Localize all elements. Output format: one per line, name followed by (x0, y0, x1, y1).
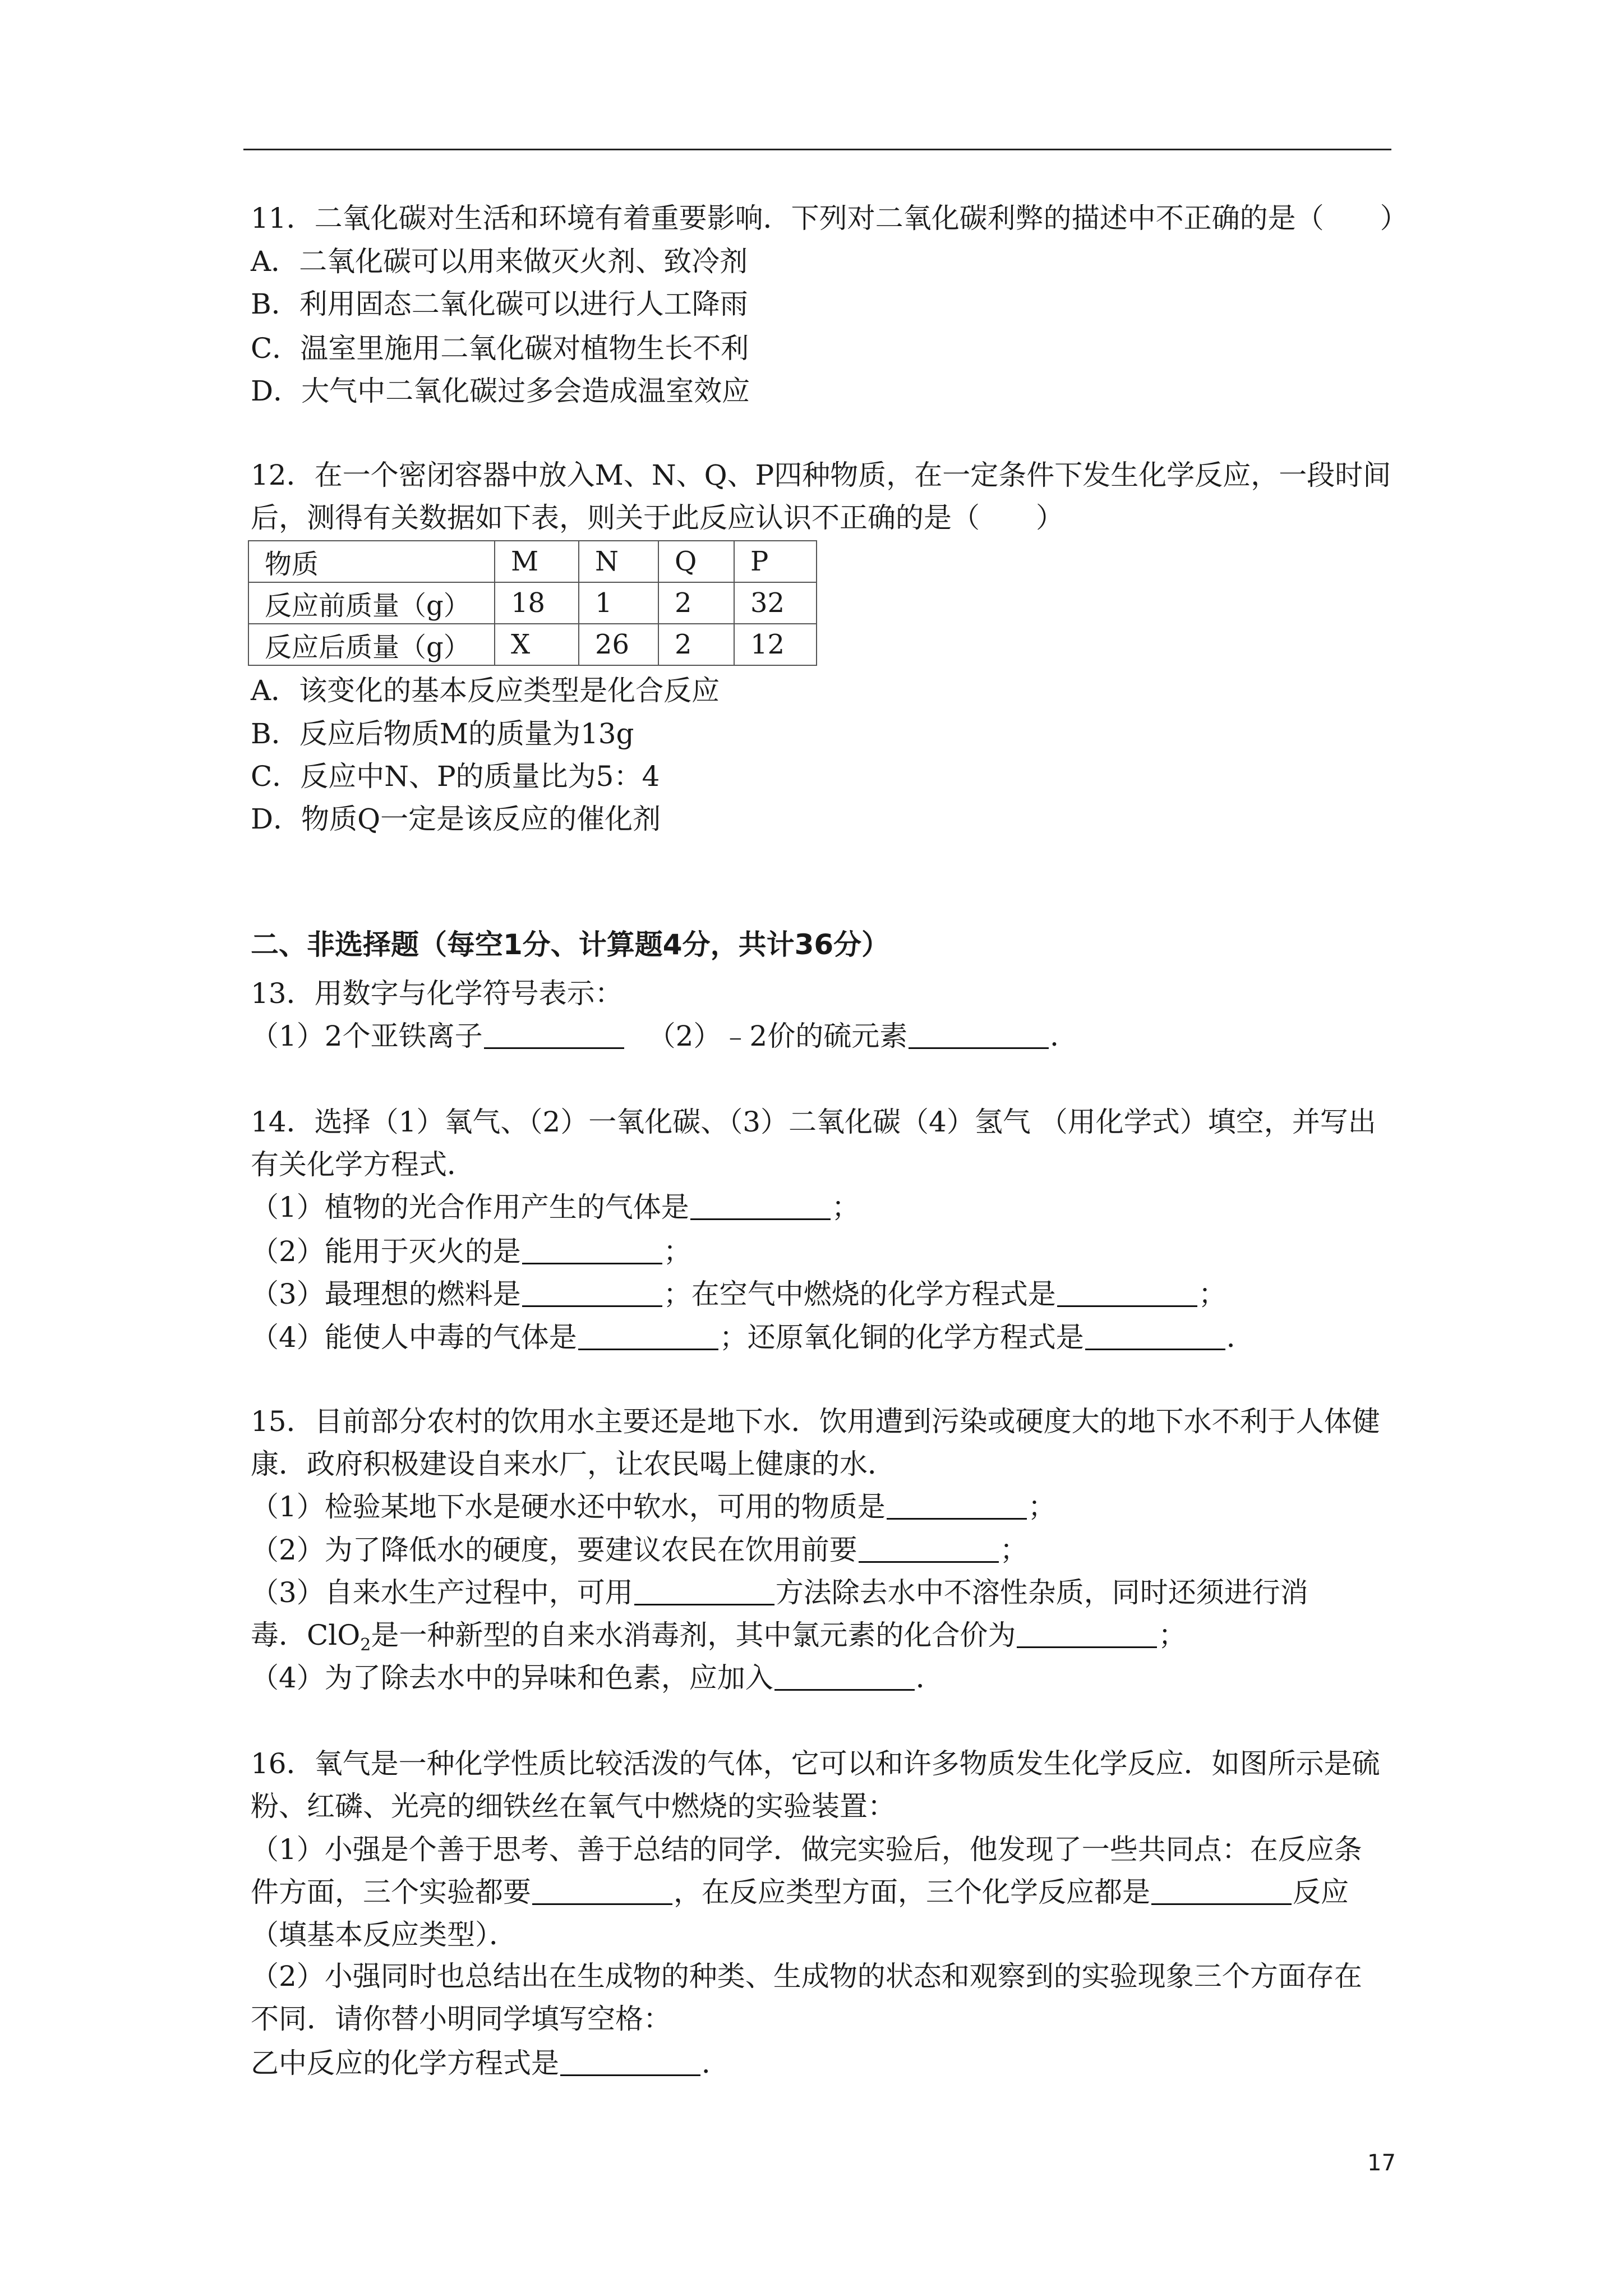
q15-text: ； (1027, 1490, 1056, 1523)
subscript: 2 (360, 1635, 371, 1655)
answer-blank (1017, 1646, 1157, 1648)
q12-option-d: D．物质Q一定是该反应的催化剂 (251, 803, 661, 835)
q15-text: （3）自来水生产过程中，可用 (251, 1576, 633, 1609)
q16-item-1-line-1: （1）小强是个善于思考、善于总结的同学．做完实验后，他发现了一些共同点：在反应条 (251, 1833, 1362, 1866)
q14-stem-line-2: 有关化学方程式． (251, 1148, 475, 1181)
q15-text: 方法除去水中不溶性杂质，同时还须进行消 (775, 1576, 1308, 1609)
q16-text: ，在反应类型方面，三个化学反应都是 (674, 1876, 1150, 1908)
table-cell: 2 (658, 582, 734, 624)
table-row (248, 624, 817, 665)
q13-text: （2）﹣2价的硫元素 (647, 1020, 908, 1052)
q14-item-3 (251, 1273, 1227, 1315)
q13-stem: 13．用数字与化学符号表示： (251, 977, 623, 1010)
answer-blank (1057, 1305, 1197, 1307)
q14-text: ； (663, 1235, 691, 1268)
q16-item-2-line-2: 不同．请你替小明同学填写空格： (251, 2003, 671, 2035)
q11-option-c: C．温室里施用二氧化碳对植物生长不利 (251, 332, 749, 365)
answer-blank (532, 1903, 672, 1905)
q13-item-line (251, 1015, 1078, 1057)
table-cell: N (579, 541, 658, 582)
table-cell: 反应前质量（g） (248, 582, 495, 624)
q15-text: （2）为了降低水的硬度，要建议农民在饮用前要 (251, 1534, 857, 1566)
table-cell: 反应后质量（g） (248, 624, 495, 665)
q14-stem-line-1: 14．选择（1）氧气、（2）一氧化碳、（3）二氧化碳（4）氢气 （用化学式）填空，并写出 (251, 1106, 1376, 1138)
table-row (248, 582, 817, 624)
answer-blank (484, 1047, 624, 1049)
answer-blank (887, 1517, 1027, 1520)
q11-stem: 11．二氧化碳对生活和环境有着重要影响．下列对二氧化碳利弊的描述中不正确的是（ ） (251, 202, 1408, 234)
q16-text: ． (702, 2047, 730, 2079)
q14-item-1 (251, 1186, 860, 1228)
table-cell: M (495, 541, 579, 582)
answer-blank (522, 1262, 662, 1264)
table-cell: 26 (579, 624, 658, 665)
answer-blank (578, 1348, 718, 1350)
q14-text: （4）能使人中毒的气体是 (251, 1321, 577, 1354)
q15-stem-line-1: 15．目前部分农村的饮用水主要还是地下水．饮用遭到污染或硬度大的地下水不利于人体健 (251, 1405, 1380, 1438)
q15-item-4 (251, 1657, 944, 1699)
q11-option-b: B．利用固态二氧化碳可以进行人工降雨 (251, 288, 748, 320)
q16-item-1-line-3: （填基本反应类型）． (251, 1918, 517, 1951)
table-cell: 1 (579, 582, 658, 624)
header-rule (243, 149, 1391, 150)
q15-text: ； (1158, 1619, 1187, 1651)
q16-text: 乙中反应的化学方程式是 (251, 2047, 559, 2079)
q14-text: （1）植物的光合作用产生的气体是 (251, 1191, 689, 1223)
q14-text: ； (1198, 1278, 1227, 1310)
q12-option-a: A．该变化的基本反应类型是化合反应 (251, 674, 720, 707)
q14-text: （2）能用于灭火的是 (251, 1235, 521, 1268)
table-cell: 32 (734, 582, 817, 624)
answer-blank (859, 1561, 999, 1563)
q16-item-1-line-2 (251, 1871, 1349, 1913)
q15-text: ． (915, 1662, 944, 1694)
answer-blank (522, 1305, 662, 1307)
q15-item-3 (251, 1571, 1308, 1614)
q16-stem-line-2: 粉、红磷、光亮的细铁丝在氧气中燃烧的实验装置： (251, 1790, 896, 1823)
q15-text: （4）为了除去水中的异味和色素，应加入 (251, 1662, 773, 1694)
q15-item-2 (251, 1529, 1028, 1571)
table-cell: 18 (495, 582, 579, 624)
q12-stem-line-1: 12．在一个密闭容器中放入M、N、Q、P四种物质，在一定条件下发生化学反应，一段时间 (251, 459, 1391, 491)
q16-text: 件方面，三个实验都要 (251, 1876, 531, 1908)
answer-blank (690, 1218, 831, 1220)
answer-blank (1085, 1348, 1225, 1350)
q16-stem-line-1: 16．氧气是一种化学性质比较活泼的气体，它可以和许多物质发生化学反应．如图所示是硫 (251, 1747, 1380, 1780)
q15-text: 毒．ClO (251, 1619, 361, 1651)
q14-text: ； (831, 1191, 860, 1223)
q14-item-2 (251, 1230, 691, 1273)
table-cell: Q (658, 541, 734, 582)
answer-blank (774, 1688, 915, 1691)
q12-stem-line-2: 后，测得有关数据如下表，则关于此反应认识不正确的是（ ） (251, 501, 1064, 534)
q15-text: （1）检验某地下水是硬水还中软水，可用的物质是 (251, 1490, 886, 1523)
q14-text: ；在空气中燃烧的化学方程式是 (663, 1278, 1056, 1310)
answer-blank (634, 1603, 774, 1605)
q14-text: （3）最理想的燃料是 (251, 1278, 521, 1310)
q15-text: ； (999, 1534, 1028, 1566)
section-heading: 二、非选择题（每空1分、计算题4分，共计36分） (251, 928, 890, 961)
answer-blank (909, 1047, 1049, 1049)
answer-blank (1151, 1903, 1292, 1905)
table-cell: 12 (734, 624, 817, 665)
table-cell: X (495, 624, 579, 665)
q16-item-2-line-3 (251, 2042, 730, 2085)
q12-data-table (248, 540, 817, 666)
q16-text: 反应 (1293, 1876, 1349, 1908)
q14-item-4 (251, 1316, 1255, 1359)
q15-item-3-continued (251, 1614, 1186, 1657)
table-header-row (248, 541, 817, 582)
q14-text: ；还原氧化铜的化学方程式是 (719, 1321, 1084, 1354)
answer-blank (560, 2074, 700, 2076)
q11-option-d: D．大气中二氧化碳过多会造成温室效应 (251, 375, 750, 407)
q14-text: ． (1226, 1321, 1255, 1354)
q16-item-2-line-1: （2）小强同时也总结出在生成物的种类、生成物的状态和观察到的实验现象三个方面存在 (251, 1960, 1362, 1993)
q15-stem-line-2: 康．政府积极建设自来水厂，让农民喝上健康的水． (251, 1448, 896, 1480)
q13-text: （1）2个亚铁离子 (251, 1020, 483, 1052)
page-number: 17 (1367, 2150, 1396, 2176)
table-cell: P (734, 541, 817, 582)
q12-option-b: B．反应后物质M的质量为13g (251, 717, 634, 750)
table-cell: 物质 (248, 541, 495, 582)
q12-option-c: C．反应中N、P的质量比为5：4 (251, 760, 660, 793)
q15-item-1 (251, 1485, 1056, 1528)
q11-option-a: A．二氧化碳可以用来做灭火剂、致冷剂 (251, 245, 748, 278)
table-cell: 2 (658, 624, 734, 665)
q13-text: ． (1050, 1020, 1078, 1052)
q15-text: 是一种新型的自来水消毒剂，其中氯元素的化合价为 (371, 1619, 1016, 1651)
